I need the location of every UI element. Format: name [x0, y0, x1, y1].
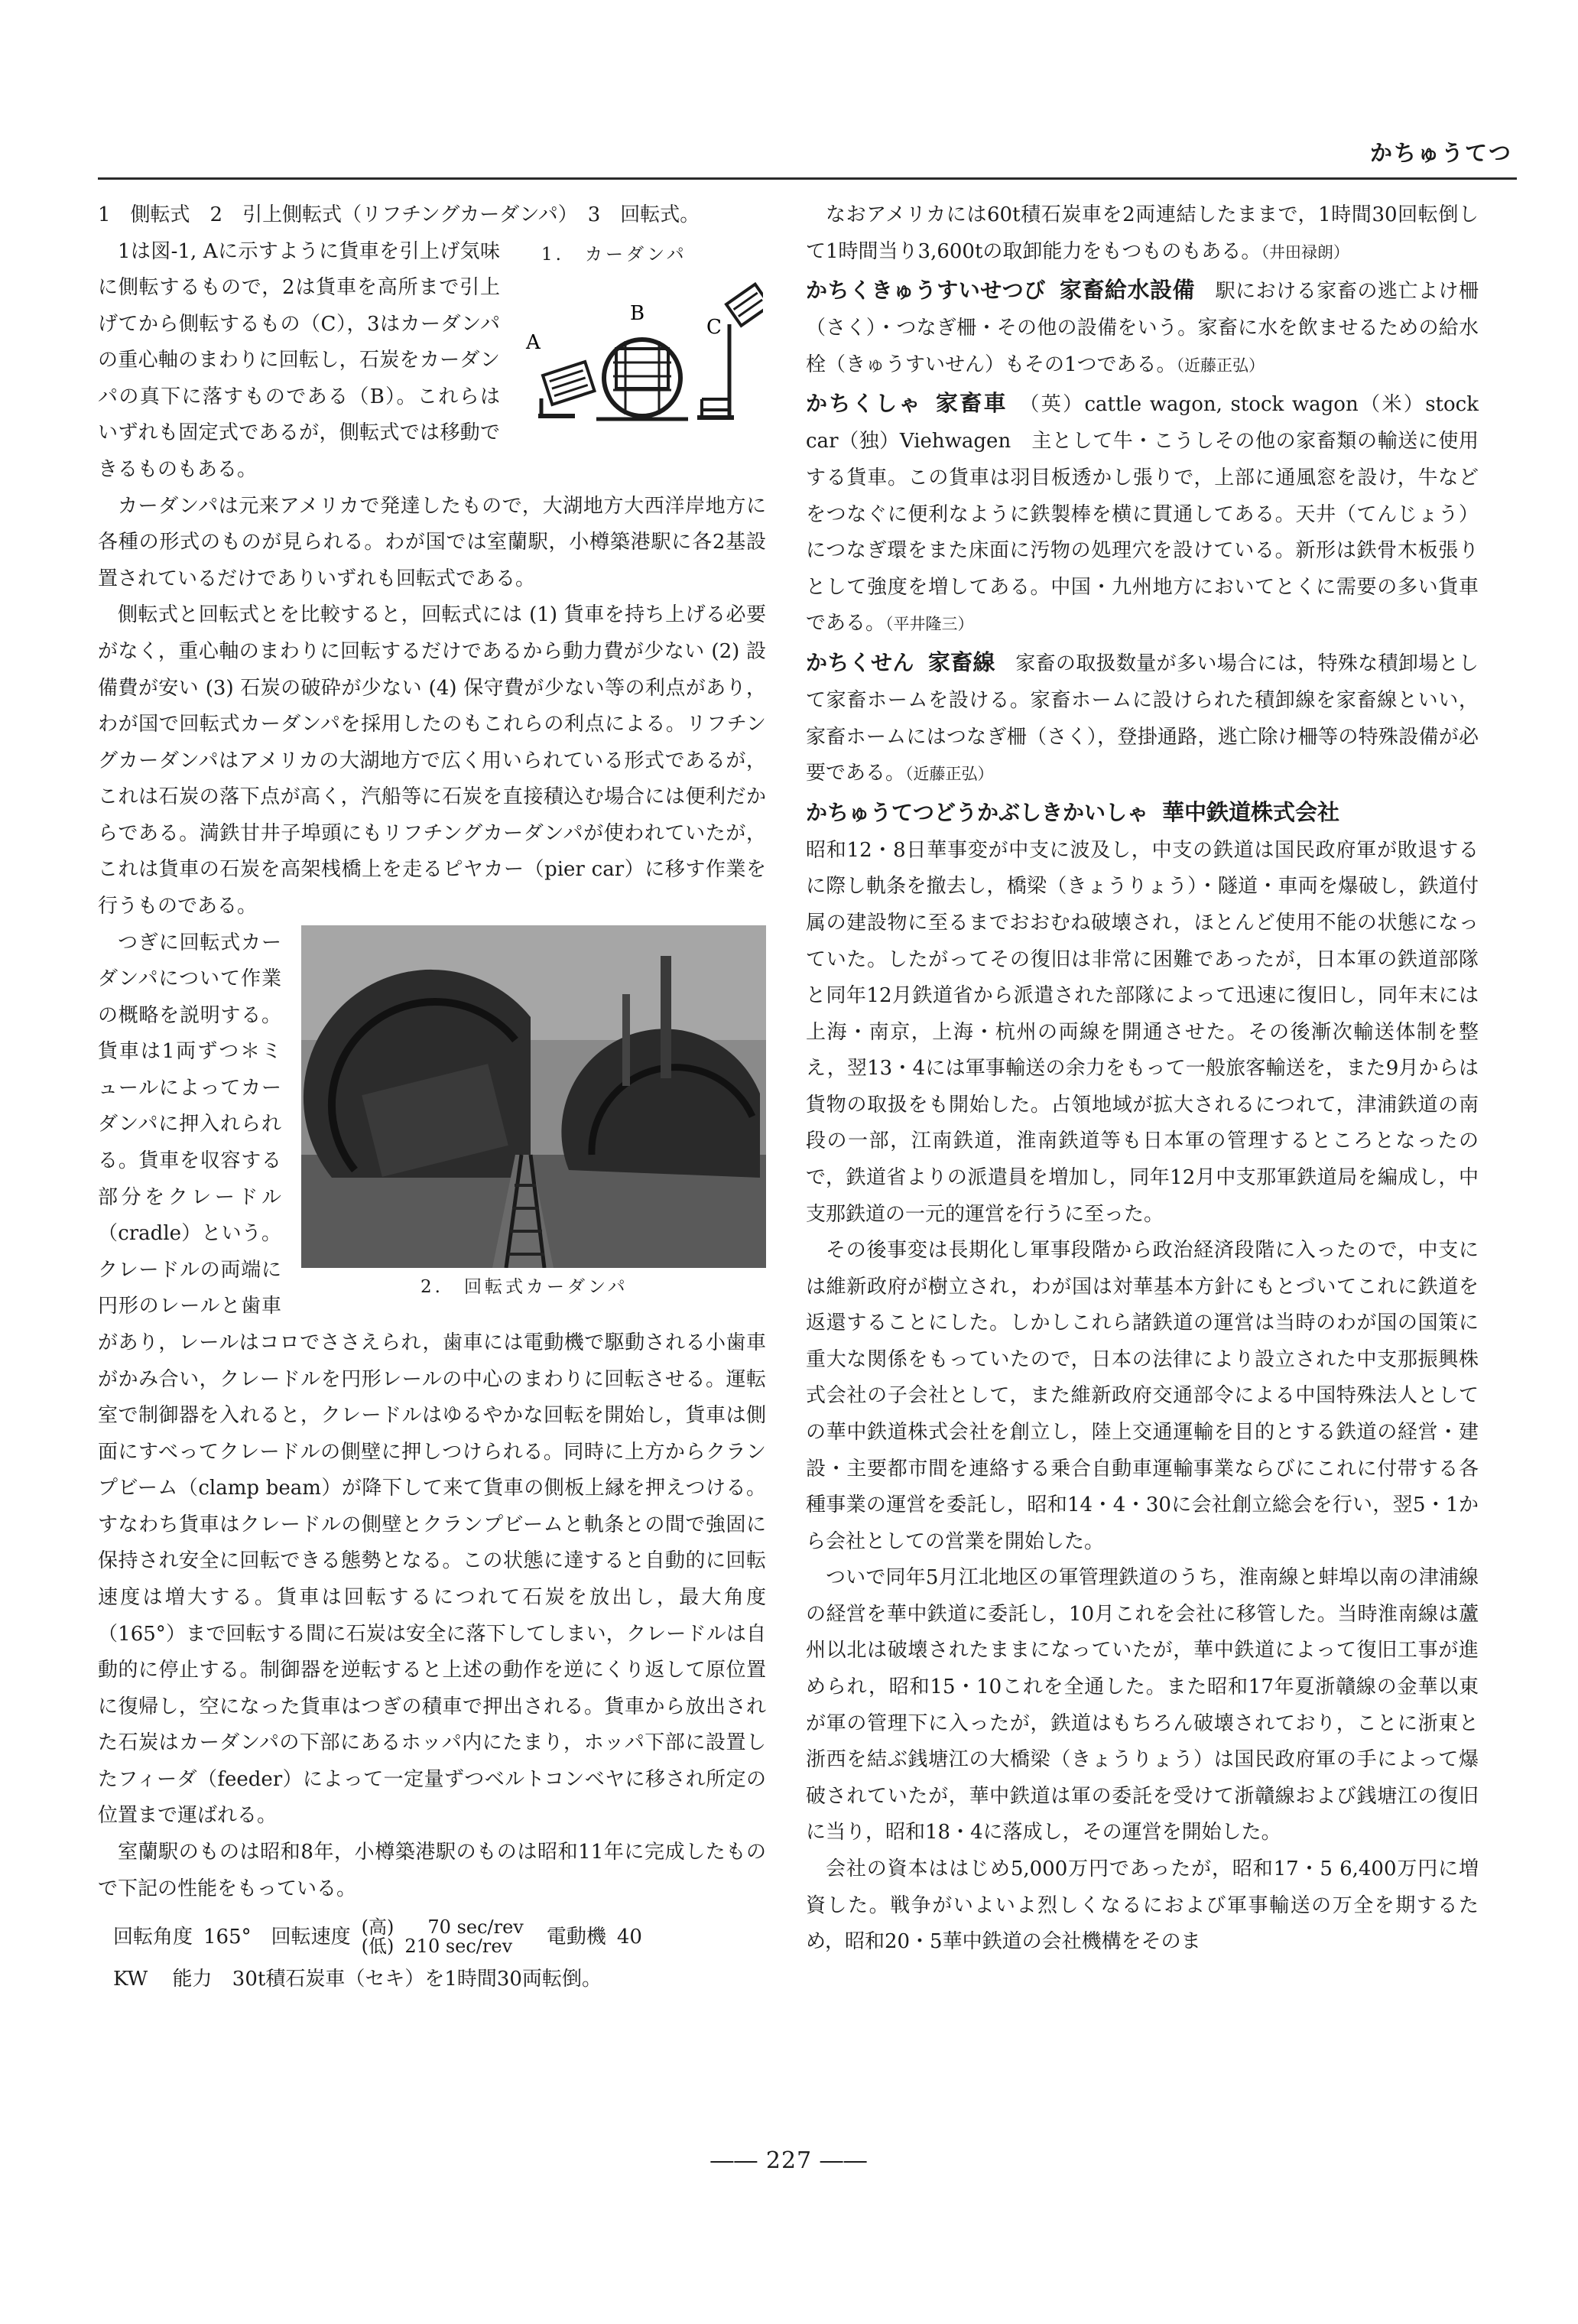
speed-low-value: 210 sec/rev: [404, 1936, 513, 1958]
speed-label: 回転速度: [271, 1925, 351, 1949]
page-number: [0, 2147, 1578, 2174]
motor-value: 40: [616, 1925, 642, 1949]
paragraph-comparison: 側転式と回転式とを比較すると，回転式には (1) 貨車を持ち上げる必要がなく，重心軸のまわりに回転するだけであるから動力費が少ない (2) 設備費が安い (3) 石炭の破砕が少ない (4) 保守費が少ない等の利点があり，わが国で回転式カーダンパを採用したのもこれらの利点による。リフチングカーダンパはアメリカの大湖地方で広く用いられている形式であるが，これは石炭の落下点が高く，汽船等に石炭を直接積込む場合には便利だからである。満鉄甘井子埠頭にもリフチングカーダンパが使われていたが，これは貨車の石炭を高架桟橋上を走るピヤカー（pier car）に移す作業を行うものである。: [98, 603, 766, 918]
running-head: かちゅうてつ: [1369, 140, 1512, 166]
entry-huachung-p4: 会社の資本ははじめ5,000万円であったが，昭和17・5 6,400万円に増資した。戦争がいよいよ烈しくなるにおよび軍事輸送の万全を期するため，昭和20・5華中鉄道の会社機構をそのま: [806, 1857, 1479, 1954]
rotary-dumper-photo: [301, 925, 766, 1268]
kw-unit: KW: [113, 1967, 148, 1991]
speed-low-label: (低): [361, 1936, 394, 1958]
capacity-line: [113, 1962, 766, 1998]
performance-specs: [113, 1918, 766, 1956]
entry-reading: かちくきゅうすいせつび: [806, 278, 1046, 304]
entry-huachung-railway-heading: [806, 792, 1479, 833]
paragraph-completion: 室蘭駅のものは昭和8年，小樽築港駅のものは昭和11年に完成したもので下記の性能をもっている。: [98, 1841, 766, 1900]
entry-title: 家畜線: [927, 648, 995, 675]
paragraph-types: 1 側転式 2 引上側転式（リフチングカーダンパ） 3 回転式。: [98, 203, 700, 226]
figure-2-caption: 2. 回転式カーダンパ: [420, 1276, 628, 1297]
figure-1-caption: 1. カーダンパ: [541, 244, 687, 265]
speed-high-label: (高): [361, 1916, 394, 1939]
diagram-a-side-dumper: [543, 362, 595, 405]
author: （井田禄朗）: [1261, 242, 1349, 262]
figure-2-rotary-car-dumper: [292, 925, 766, 1297]
diagram-c-lifting-dumper: [697, 284, 763, 417]
entry-reading: かちくせん: [806, 649, 914, 675]
folio-dash-right: ――: [820, 2147, 868, 2174]
entry-title: 家畜給水設備: [1059, 277, 1196, 304]
speed-values: [404, 1918, 523, 1956]
entry-body: 駅における家畜の逃亡よけ柵（さく）・つなぎ柵・その他の設備をいう。家畜に水を飲ませるための給水栓（きゅうすいせん）もその1つである。: [806, 280, 1479, 376]
speed-modes: [362, 1918, 394, 1956]
author: （近藤正弘）: [905, 765, 994, 784]
entry-body: 家畜の取扱数量が多い場合には，特殊な積卸場として家畜ホームを設ける。家畜ホームに設けられた積卸線を家畜線といい，家畜ホームにはつなぎ柵（さく），登掛通路，逃亡除け柵等の特殊設備が必要である。: [806, 652, 1479, 785]
motor-label: 電動機: [546, 1925, 606, 1949]
entry-livestock-track: [806, 642, 1479, 792]
entry-huachung-p1: 昭和12・8日華事変が中支に波及し，中支の鉄道は国民政府軍が敗退するに際し軌条を撤去し，橋梁（きょうりょう）・隧道・車両を爆破し，鉄道付属の建設物に至るまでおおむね破壊され，ほとんど使用不能の状態になっていた。したがってその復旧は非常に困難であったが，日本軍の鉄道部隊と同年12月鉄道省から派遣された部隊によって迅速に復旧し，同年末には上海・南京，上海・杭州の両線を開通させた。その後漸次輸送体制を整え，翌13・4には軍事輸送の余力をもって一般旅客輸送を，また9月からは貨物の取扱をも開始した。占領地域が拡大されるにつれて，津浦鉄道の南段の一部，江南鉄道，淮南鉄道等も日本軍の管理するところとなったので，鉄道省よりの派遣員を増加し，同年12月中支那軍鉄道局を編成し，中支那鉄道の一元的運営を行うに至った。: [806, 838, 1479, 1226]
angle-label: 回転角度: [113, 1925, 193, 1949]
author: （平井隆三）: [885, 615, 974, 634]
entry-body: （英）cattle wagon, stock wagon（米）stock car（独）Viehwagen 主として牛・こうしその他の家畜類の輸送に使用する貨車。この貨車は羽目板透かし張りで，上部に通風窓を設け，牛などをつなぐに便利なように鉄製棒を横に貫通してある。天井（てんじょう）につなぎ環をまた床面に汚物の処理穴を設けている。新形は鉄骨木板張りとして強度を増してある。中国・九州地方においてとくに需要の多い貨車である。: [806, 393, 1479, 635]
entry-huachung-p3: ついで同年5月江北地区の軍管理鉄道のうち，淮南線と蚌埠以南の津浦線の経営を華中鉄道に委託し，10月これを会社に移管した。当時淮南線は蘆州以北は破壊されたままになっていたが，華中鉄道によって復旧工事が進められ，昭和15・10これを全通した。また昭和17年夏浙贛線の金華以東が軍の管理下に入ったが，鉄道はもちろん破壊されており，ことに浙東と浙西を結ぶ銭塘江の大橋梁（きょうりょう）は国民政府軍の手によって爆破されていたが，華中鉄道は軍の委託を受けて浙贛線および銭塘江の復旧に当り，昭和18・4に落成し，その運営を開始した。: [806, 1566, 1479, 1845]
entry-huachung-p2: その後事変は長期化し軍事段階から政治経済段階に入ったので，中支には維新政府が樹立され，わが国は対華基本方針にもとづいてこれに鉄道を返還することにした。しかしこれら諸鉄道の運営は当時のわが国の国策に重大な関係をもっていたので，日本の法律により設立された中支那振興株式会社の子会社として，また維新政府交通部令による中国特殊法人としての華中鉄道株式会社を創立し，陸上交通運輸を目的とする鉄道の経営・建設・主要都市間を連絡する乗合自動車運輸事業ならびにこれに付帯する各種事業の運営を委託し，昭和14・4・30に会社創立総会を行い，翌5・1から会社としての営業を開始した。: [806, 1239, 1479, 1553]
entry-reading: かちゅうてつどうかぶしきかいしゃ: [806, 799, 1149, 825]
folio-number: 227: [765, 2147, 813, 2174]
figure-1-car-dumper: [511, 234, 763, 448]
entry-title: 華中鉄道株式会社: [1162, 798, 1340, 825]
entry-title: 家畜車: [935, 390, 1008, 417]
folio-dash-left: ――: [710, 2147, 758, 2174]
header-rule: [98, 177, 1517, 180]
angle-value: 165°: [203, 1925, 252, 1949]
left-column: [98, 197, 766, 1997]
diagram-b-rotary-dumper: [596, 340, 688, 419]
entry-reading: かちくしゃ: [806, 391, 922, 417]
speed-high-value: 70 sec/rev: [427, 1916, 524, 1939]
paragraph-side-vs-lift: 1は図-1, Aに示すように貨車を引上げ気味に側転するもので，2は貨車を高所まで引上げてから側転するもの（C），3はカーダンパの重心軸のまわりに回転し，石炭をカーダンパの真下に落すものである（B）。これらはいずれも固定式であるが，側転式では移動できるものもある。: [98, 239, 500, 482]
paragraph-origin: カーダンパは元来アメリカで発達したもので，大湖地方大西洋岸地方に各種の形式のものが見られる。わが国では室蘭駅，小樽築港駅に各2基設置されているだけでありいずれも回転式である。: [98, 494, 766, 590]
capacity-label: 能力: [172, 1967, 213, 1991]
paragraph-us-dumper: なおアメリカには60t積石炭車を2両連結したままで，1時間30回転倒して1時間当り3,600tの取卸能力をもつものもある。（井田禄朗）: [806, 203, 1479, 263]
paragraph-operation: つぎに回転式カーダンパについて作業の概略を説明する。貨車は1両ずつ＊ミュールによってカーダンパに押入れられる。貨車を収容する部分をクレードル（cradle）という。クレードルの両端に円形のレールと歯車があり，レールはコロでささえられ，歯車には電動機で駆動される小歯車がかみ合い，クレードルを円形レールの中心のまわりに回転させる。運転室で制御器を入れると，クレードルはゆるやかな回転を開始し，貨車は側面にすべってクレードルの側壁に押しつけられる。同時に上方からクランプビーム（clamp beam）が降下して来て貨車の側板上縁を押えつける。すなわち貨車はクレードルの側壁とクランプビームと軌条との間で強固に保持され安全に回転できる態勢となる。この状態に達すると自動的に回転速度は増大する。貨車は回転するにつれて石炭を放出し，最大角度（165°）まで回転する間に石炭は安全に落下してしまい，クレードルは自動的に停止する。制御器を逆転すると上述の動作を逆にくり返して原位置に復帰し，空になった貨車はつぎの積車で押出される。貨車から放出された石炭はカーダンパの下部にあるホッパ内にたまり，ホッパ下部に設置したフィーダ（feeder）によって一定量ずつベルトコンベヤに移され所定の位置まで運ばれる。: [98, 931, 766, 1828]
right-column: [806, 197, 1479, 1961]
author: （近藤正弘）: [1176, 356, 1265, 375]
entry-livestock-car: [806, 383, 1479, 642]
capacity-value: 30t積石炭車（セキ）を1時間30両転倒。: [232, 1967, 602, 1991]
label-a: A: [526, 330, 541, 354]
label-c: C: [706, 315, 722, 339]
label-b: B: [630, 301, 645, 325]
entry-livestock-water-facility: [806, 270, 1479, 383]
